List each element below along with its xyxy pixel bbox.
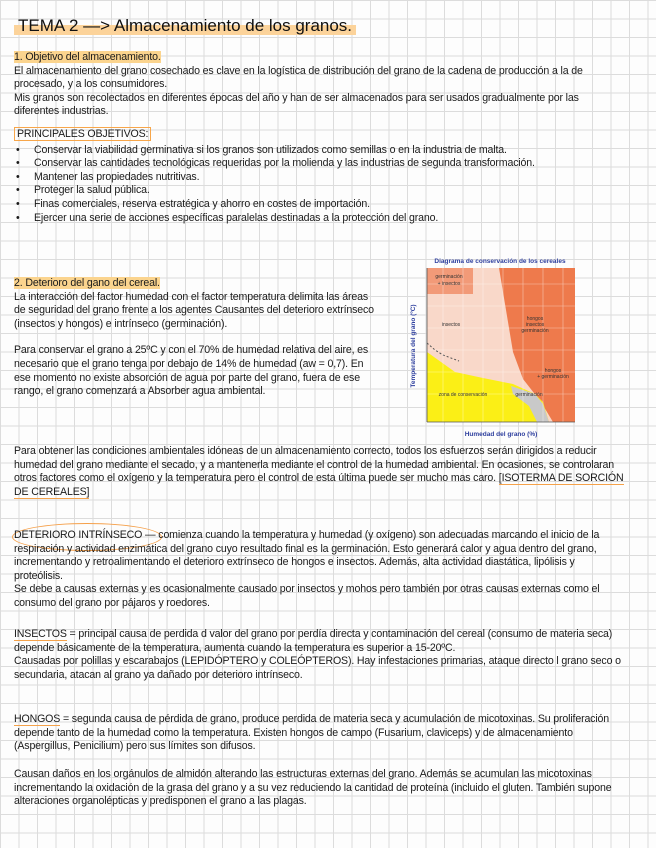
section-intrinseco — [14, 529, 624, 611]
label-germinacion: germinación — [435, 274, 463, 280]
paragraph-condiciones — [14, 445, 624, 499]
section-hongos — [14, 713, 624, 754]
label-hongos: hongos — [526, 316, 544, 322]
paragraph: Mis granos son recolectados en diferentes épocas del año y han de ser almacenados para ser usados gradualmente por las diferentes industrias. — [14, 91, 579, 118]
section-deterioro — [14, 277, 379, 399]
label-insectos-plus: + insectos — [437, 281, 461, 287]
label-insectos: insectos — [441, 322, 461, 328]
section-insectos — [14, 628, 624, 682]
list-item: • Proteger la salud pública. — [14, 184, 624, 198]
chart-plot — [427, 268, 575, 422]
paragraph: — comienza cuando la temperatura y humedad (y oxígeno) son adecuadas marcando el inicio de la respiración y actividad enzimática del grano cuyo resultado final es la germinación. Esto generará calor y agua dentro del grano, incrementando y retroalimentando el deterioro extrínseco de hongos e insectos. Además, alta actividad diastática, lipólisis y proteólisis. — [14, 529, 600, 582]
label-hongos-2: hongos — [544, 368, 562, 374]
section-1-heading: 1. Objetivo del almacenamiento. — [14, 51, 161, 63]
list-item: • Mantener las propiedades nutritivas. — [14, 171, 624, 185]
label-germinacion-2: germinación — [521, 328, 549, 334]
section-2-heading: 2. Deterioro del gano del cereal. — [14, 277, 160, 289]
hongos-heading: HONGOS — [14, 713, 61, 725]
section-objetivo — [14, 51, 624, 119]
paragraph: El almacenamiento del grano cosechado es clave en la logística de distribución del grano de la cadena de producción a la de procesado, y a los consumidores. — [14, 64, 583, 91]
objectives-list — [14, 144, 624, 226]
insectos-heading: INSECTOS — [14, 628, 67, 640]
label-insectos-2: insectos — [525, 322, 545, 328]
paragraph: Causadas por polillas y escarabajos (LEPIDÓPTERO y COLEÓPTEROS). Hay infestaciones primarias, ataque directo l grano seco o secundaria, atacan al grano ya dañado por deterioro intrínseco. — [14, 655, 621, 681]
x-axis-label: Humedad del grano (%) — [464, 431, 538, 438]
chart-title: Diagrama de conservación de los cereales — [434, 258, 566, 265]
label-germinacion-4: germinación — [515, 392, 543, 398]
paragraph: = principal causa de perdida d valor del grano por perdía directa y contaminación del cereal (consumo de materia seca) depende básicamente de la temperatura, aumenta cuando la temperatura es superior a 15-20ºC. — [14, 628, 613, 654]
label-conservacion: zona de conservación — [438, 392, 488, 398]
page-title: TEMA 2 —> Almacenamiento de los granos. — [14, 16, 356, 36]
y-axis-label: Temperatura del grano (ºC) — [410, 304, 417, 388]
list-item: • Conservar la viabilidad germinativa si los granos son utilizados como semillas o en la industria de malta. — [14, 144, 624, 158]
paragraph-final: Causan daños en los orgánulos de almidón alterando las estructuras externas del grano. Además se acumulan las micotoxinas incrementando la oxidación de la grasa del grano y a su vez reduciendo la cantidad de proteína (incluido el gluten. También supone alteraciones organolépticas y predisponen el grano a las plagas. — [14, 768, 612, 808]
paragraph: Se debe a causas externas y es ocasionalmente causado por insectos y mohos pero también por otras causas externas como el consumo del grano por pájaros y roedores. — [14, 583, 600, 609]
paragraph: La interacción del factor humedad con el factor temperatura delimita las áreas de seguridad del grano frente a los agentes Causantes del deterioro extrínseco (insectos y hongos) e intrínseco (germinación). — [14, 290, 374, 330]
list-item: • Finas comerciales, reserva estratégica y ahorro en costes de importación. — [14, 198, 624, 212]
paragraph: = segunda causa de pérdida de grano, produce perdida de materia seca y acumulación de micotoxinas. Su proliferación depende tanto de la humedad como la temperatura. Existen hongos de campo (Fusarium, claviceps) y de almacenamiento (Aspergillus, Penicilium) pero sus límites son difusos. — [14, 713, 610, 753]
isoterma-link: [ISOTERMA DE SORCIÓN DE CEREALES] — [14, 472, 624, 498]
conservation-diagram — [403, 254, 579, 442]
paragraph: Para conservar el grano a 25ºC y con el 70% de humedad relativa del aire, es necesario que el grano tenga por debajo de 14% de humedad (aw = 0,7). En ese momento no existe absorción de agua por parte del grano, fuera de ese rango, el grano comenzará a Absorber agua ambiental. — [14, 344, 369, 398]
objectives-heading: PRINCIPALES OBJETIVOS: — [14, 127, 151, 141]
list-item: • Ejercer una serie de acciones específicas paralelas destinadas a la protección del grano. — [14, 212, 624, 226]
label-germinacion-3: + germinación — [537, 374, 569, 380]
objectives-block — [14, 128, 624, 225]
list-item: • Conservar las cantidades tecnológicas requeridas por la molienda y las industrias de segunda transformación. — [14, 157, 624, 171]
deterioro-heading: DETERIORO INTRÍNSECO — [14, 529, 143, 541]
paragraph: Para obtener las condiciones ambientales idóneas de un almacenamiento correcto, todos los esfuerzos serán dirigidos a reducir humedad del grano mediante el secado, y a mantenerla mediante el control de la humedad ambiental. En ocasiones, se controlaran otros factores como el oxígeno y la temperatura pero el control de esta última puede ser mucho mas caro. — [14, 445, 615, 485]
